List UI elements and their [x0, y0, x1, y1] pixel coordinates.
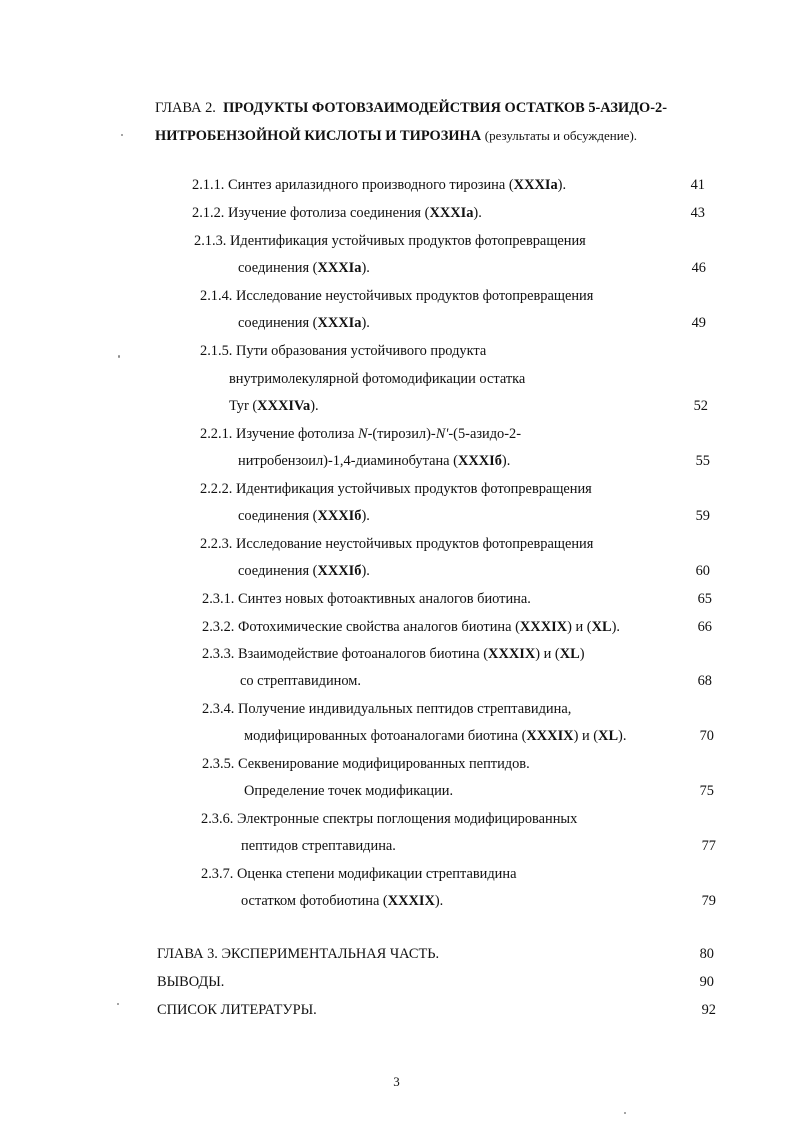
scan-speck	[121, 134, 123, 136]
toc-entry-line: 2.1.5. Пути образования устойчивого продукта	[200, 343, 487, 359]
compound-label: XXXIa	[429, 205, 474, 221]
compound-label: XXXIX	[526, 728, 574, 744]
compound-label: XXXIб	[317, 563, 362, 579]
toc-entry-line: 2.1.4. Исследование неустойчивых продуктов фотопревращения	[200, 288, 594, 304]
chapter-2-heading	[155, 94, 735, 150]
compound-label: XXXIa	[317, 260, 362, 276]
toc-entry-line: 2.2.3. Исследование неустойчивых продуктов фотопревращения	[200, 536, 594, 552]
compound-label: XXXIVa	[257, 398, 311, 414]
compound-label: XL	[559, 646, 580, 662]
toc-entry-line: 2.3.1. Синтез новых фотоактивных аналогов биотина.	[202, 591, 531, 607]
toc-page-number: 77	[701, 838, 716, 854]
toc-page-number: 43	[690, 205, 705, 221]
compound-label: XL	[591, 619, 612, 635]
italic-symbol: N	[357, 426, 368, 442]
chapter-2-title-line2: НИТРОБЕНЗОЙНОЙ КИСЛОТЫ И ТИРОЗИНА	[155, 128, 482, 144]
toc-entry-line: пептидов стрептавидина.	[241, 838, 396, 854]
toc-entry-line: соединения (XXXIa).	[238, 260, 370, 276]
back-matter-item: СПИСОК ЛИТЕРАТУРЫ.	[157, 1002, 317, 1018]
toc-entry-line: 2.2.2. Идентификация устойчивых продуктов фотопревращения	[200, 481, 592, 497]
toc-page-number: 79	[701, 893, 716, 909]
toc-page-number: 49	[691, 315, 706, 331]
toc-entry-line: нитробензоил)-1,4-диаминобутана (XXXIб).	[238, 453, 511, 469]
toc-entry-line: со стрептавидином.	[240, 673, 362, 689]
toc-page-number: 68	[697, 673, 712, 689]
scan-speck	[118, 355, 120, 358]
toc-page-number: 55	[695, 453, 710, 469]
back-matter-page-number: 92	[701, 1002, 716, 1018]
back-matter-item: ВЫВОДЫ.	[157, 974, 225, 990]
toc-page-number: 75	[699, 783, 714, 799]
toc-entry-line: соединения (XXXIa).	[238, 315, 370, 331]
toc-entry-line: 2.2.1. Изучение фотолиза N-(тирозил)-N'-(5-азидо-2-	[200, 426, 522, 442]
scan-speck	[117, 1003, 119, 1005]
toc-entry-line: остатком фотобиотина (XXXIX).	[241, 893, 444, 909]
toc-entry-line: соединения (XXXIб).	[238, 508, 370, 524]
toc-entry-line: Определение точек модификации.	[244, 783, 454, 799]
compound-label: XXXIX	[387, 893, 435, 909]
toc-page-number: 65	[697, 591, 712, 607]
toc-entry-line: 2.3.6. Электронные спектры поглощения модифицированных	[201, 811, 578, 827]
back-matter-page-number: 90	[699, 974, 714, 990]
toc-entry-line: 2.1.3. Идентификация устойчивых продуктов фотопревращения	[194, 233, 586, 249]
toc-entry-line: 2.3.3. Взаимодействие фотоаналогов биотина (XXXIX) и (XL)	[202, 646, 585, 662]
toc-entry-line: 2.3.2. Фотохимические свойства аналогов биотина (XXXIX) и (XL).	[202, 619, 620, 635]
toc-page-number: 41	[690, 177, 705, 193]
toc-page-number: 59	[695, 508, 710, 524]
toc-page-number: 70	[699, 728, 714, 744]
scan-speck	[624, 1112, 626, 1114]
back-matter-page-number: 80	[699, 946, 714, 962]
toc-page-number: 60	[695, 563, 710, 579]
toc-entry-line: 2.1.1. Синтез арилазидного производного тирозина (XXXIa).	[192, 177, 567, 193]
compound-label: XXXIб	[457, 453, 502, 469]
toc-page-number: 66	[697, 619, 712, 635]
compound-label: XL	[598, 728, 619, 744]
compound-label: XXXIX	[519, 619, 568, 635]
compound-label: XXXIa	[513, 177, 558, 193]
toc-entry-line: внутримолекулярной фотомодификации остатка	[229, 371, 526, 387]
compound-label: XXXIa	[317, 315, 362, 331]
chapter-2-prefix: ГЛАВА 2.	[155, 100, 216, 116]
toc-entry-line: 2.3.4. Получение индивидуальных пептидов стрептавидина,	[202, 701, 572, 717]
toc-entry-line: 2.3.5. Секвенирование модифицированных пептидов.	[202, 756, 530, 772]
toc-page-number: 46	[691, 260, 706, 276]
compound-label: XXXIX	[488, 646, 536, 662]
toc-entry-line: модифицированных фотоаналогами биотина (XXXIX) и (XL).	[244, 728, 627, 744]
toc-entry-line: 2.1.2. Изучение фотолиза соединения (XXXIa).	[192, 205, 482, 221]
toc-entry-line: 2.3.7. Оценка степени модификации стрептавидина	[201, 866, 517, 882]
chapter-2-note: (результаты и обсуждение).	[484, 128, 638, 143]
compound-label: XXXIб	[317, 508, 362, 524]
page-number: 3	[393, 1074, 400, 1089]
chapter-2-title-line1: ПРОДУКТЫ ФОТОВЗАИМОДЕЙСТВИЯ ОСТАТКОВ 5-АЗИДО-2-	[223, 100, 668, 116]
toc-entry-line: соединения (XXXIб).	[238, 563, 370, 579]
toc-page-number: 52	[693, 398, 708, 414]
toc-entry-line: Tyr (XXXIVa).	[229, 398, 319, 414]
italic-symbol: N'	[435, 426, 449, 442]
back-matter-item: ГЛАВА 3. ЭКСПЕРИМЕНТАЛЬНАЯ ЧАСТЬ.	[157, 946, 440, 962]
